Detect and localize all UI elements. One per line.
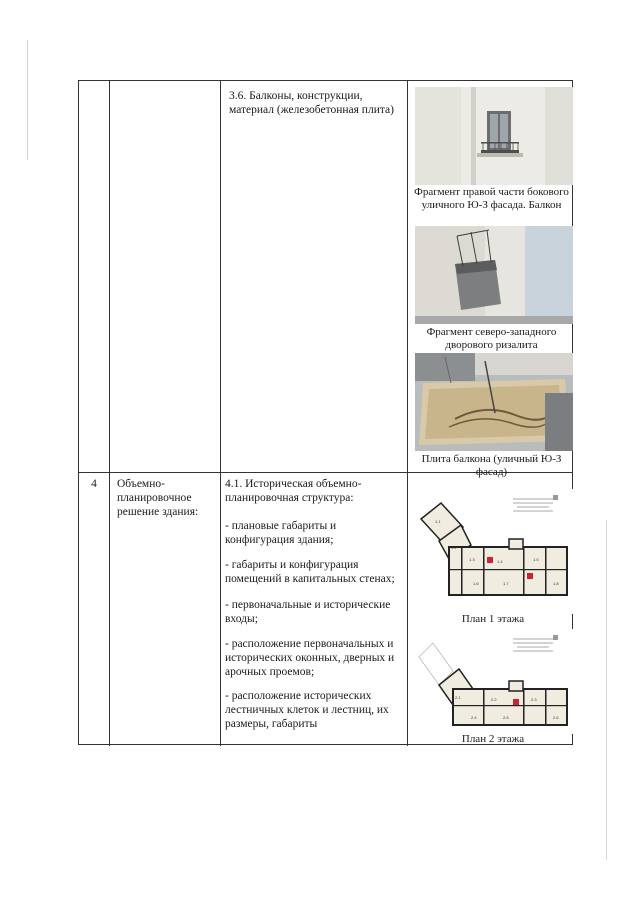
photo-balcony-slab bbox=[415, 353, 573, 451]
photo-facade-balcony bbox=[415, 87, 573, 185]
svg-text:1.6: 1.6 bbox=[473, 581, 479, 586]
photo-caption-3: Плита балкона (уличный Ю-З фасад) bbox=[421, 453, 562, 478]
bullet-2: - габариты и конфигурация помещений в капитальных стенах; bbox=[225, 559, 395, 585]
svg-text:2.4: 2.4 bbox=[471, 715, 477, 720]
plan-caption-2: План 2 этажа bbox=[461, 733, 525, 745]
row-number: 4 bbox=[91, 478, 97, 490]
svg-text:2.3: 2.3 bbox=[531, 697, 537, 702]
photo-caption-2: Фрагмент северо-западного дворового ризалита bbox=[426, 326, 557, 351]
svg-text:2.6: 2.6 bbox=[553, 715, 559, 720]
svg-text:1.5: 1.5 bbox=[533, 557, 539, 562]
col-divider-3 bbox=[407, 81, 408, 746]
svg-text:1.1: 1.1 bbox=[435, 519, 441, 524]
photo-courtyard-risalit bbox=[415, 226, 573, 324]
row-title: Объемно-планировочное решение здания: bbox=[117, 478, 199, 518]
photo-caption-1: Фрагмент правой части бокового уличного Ю-З фасада. Балкон bbox=[414, 186, 569, 211]
svg-text:1.4: 1.4 bbox=[497, 559, 503, 564]
bullet-4: - расположение первоначальных и исторических оконных, дверных и арочных проемов; bbox=[225, 638, 395, 678]
svg-text:1.2: 1.2 bbox=[451, 545, 457, 550]
floor-plan-2-image bbox=[413, 629, 573, 734]
scan-edge-left bbox=[27, 40, 28, 160]
svg-text:2.5: 2.5 bbox=[503, 715, 509, 720]
svg-text:2.2: 2.2 bbox=[491, 697, 497, 702]
document-table bbox=[78, 80, 573, 745]
scan-edge-right bbox=[606, 520, 607, 860]
bullet-1: - плановые габариты и конфигурация здания; bbox=[225, 520, 337, 546]
bullet-3: - первоначальные и исторические входы; bbox=[225, 599, 391, 625]
col-divider-2 bbox=[220, 81, 221, 746]
item-3-6-text: 3.6. Балконы, конструкции, материал (железобетонная плита) bbox=[229, 90, 394, 116]
col-divider-1 bbox=[109, 81, 110, 746]
bullet-5: - расположение исторических лестничных клеток и лестниц, их размеры, габариты bbox=[225, 690, 389, 730]
item-4-1-text: 4.1. Историческая объемно-планировочная структура: bbox=[225, 478, 362, 504]
svg-text:1.3: 1.3 bbox=[469, 557, 475, 562]
svg-text:2.1: 2.1 bbox=[455, 695, 461, 700]
svg-text:1.7: 1.7 bbox=[503, 581, 509, 586]
floor-plan-1-image bbox=[413, 489, 573, 614]
plan-caption-1: План 1 этажа bbox=[461, 613, 525, 625]
svg-text:1.8: 1.8 bbox=[553, 581, 559, 586]
